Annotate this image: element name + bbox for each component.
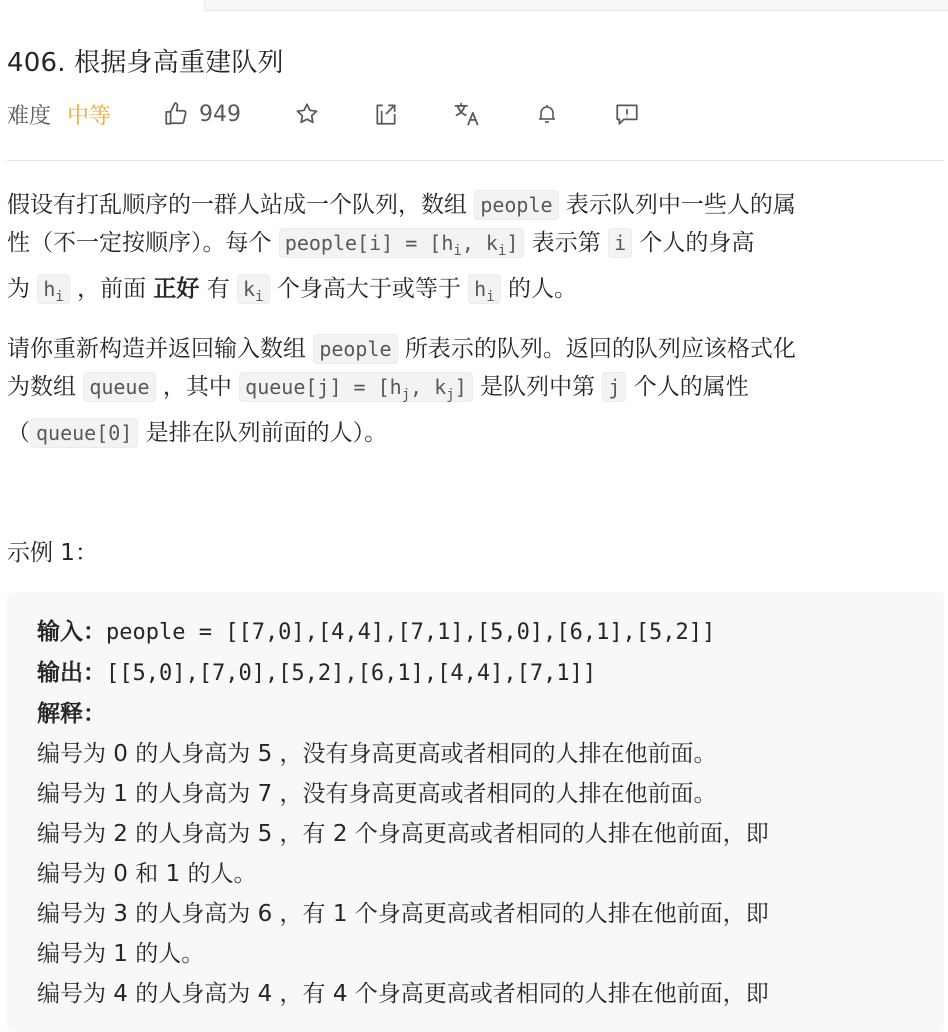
code-part: people[i] = [h [284, 231, 454, 255]
text: 是排在队列前面的人）。 [145, 420, 388, 446]
text: 表示队列中一些人的属 [565, 192, 796, 218]
inline-code: i [608, 228, 632, 258]
text: 个身高大于或等于 [276, 276, 461, 302]
difficulty-badge: 中等 [67, 103, 112, 129]
code-subscript: i [453, 243, 462, 259]
top-panel-edge [204, 0, 948, 11]
inline-code: j [602, 372, 626, 402]
explanation-line: 编号为 1 的人身高为 7 ，没有身高更高或者相同的人排在他前面。 [37, 781, 717, 807]
problem-meta-bar [7, 96, 642, 132]
text: 个人的身高 [639, 230, 755, 256]
text: 性（不一定按顺序）。每个 [7, 230, 272, 256]
like-icon [163, 101, 189, 127]
page-title: 406. 根据身高重建队列 [7, 48, 284, 78]
explanation-line: 编号为 4 的人身高为 4 ，有 4 个身高更高或者相同的人排在他前面，即 [37, 981, 769, 1007]
text: 表示第 [531, 230, 601, 256]
code-part: queue[j] = [h [245, 375, 402, 399]
star-icon [294, 101, 320, 127]
difficulty-label: 难度 [7, 103, 52, 129]
code-subscript: i [55, 289, 64, 305]
code-subscript: i [497, 243, 507, 259]
inline-code [237, 274, 269, 304]
explanation-line: 编号为 0 的人身高为 5 ，没有身高更高或者相同的人排在他前面。 [37, 741, 717, 767]
code-part: , k [410, 375, 447, 399]
problem-description [7, 186, 932, 466]
feedback-button[interactable] [612, 99, 642, 129]
translate-icon [453, 100, 481, 128]
code-part: ] [506, 231, 519, 255]
example-input-line [37, 612, 914, 653]
description-paragraph-1 [7, 186, 932, 316]
inline-code: people [313, 334, 397, 364]
inline-code [239, 372, 473, 402]
text: 的人。 [507, 276, 577, 302]
text: ，其中 [162, 374, 232, 400]
code-subscript: j [446, 387, 455, 403]
code-part: , k [461, 231, 498, 255]
code-subscript: j [401, 387, 411, 403]
code-part: h [43, 277, 56, 301]
text: 为 [7, 276, 30, 302]
text: 请你重新构造并返回输入数组 [7, 336, 306, 362]
example-block [7, 592, 944, 1032]
example-title: 示例 1： [7, 540, 98, 566]
code-part: ] [454, 375, 467, 399]
code-subscript: i [255, 289, 264, 305]
bell-icon [535, 101, 559, 127]
code-subscript: i [486, 289, 495, 305]
explanation-line: 编号为 1 的人。 [37, 941, 205, 967]
input-value: people = [[7,0],[4,4],[7,1],[5,0],[6,1],[5,2]] [106, 620, 716, 645]
text: 所表示的队列。返回的队列应该格式化 [404, 336, 796, 362]
output-label: 输出： [37, 660, 106, 686]
input-label: 输入： [37, 619, 106, 645]
description-paragraph-2 [7, 330, 932, 452]
inline-code [468, 274, 500, 304]
text: ，前面 [77, 276, 147, 302]
text: （ [7, 420, 30, 446]
text: 有 [206, 276, 230, 302]
example-explain-label [37, 694, 914, 734]
inline-code: queue [83, 372, 155, 402]
favorite-button[interactable] [292, 99, 322, 129]
text: 为数组 [7, 374, 76, 400]
text: 假设有打乱顺序的一群人站成一个队列，数组 [7, 192, 467, 218]
inline-code [37, 274, 69, 304]
feedback-icon [614, 101, 640, 127]
code-part: h [474, 277, 487, 301]
translate-button[interactable] [452, 99, 482, 129]
explanation-line: 编号为 3 的人身高为 6 ，有 1 个身高更高或者相同的人排在他前面，即 [37, 901, 769, 927]
notification-button[interactable] [532, 99, 562, 129]
explain-label: 解释： [37, 701, 106, 727]
bold-text: 正好 [153, 276, 200, 302]
inline-code: queue[0] [30, 418, 138, 448]
output-value: [[5,0],[7,0],[5,2],[6,1],[4,4],[7,1]] [106, 661, 597, 686]
like-button[interactable] [163, 101, 241, 127]
text: 个人的属性 [633, 374, 749, 400]
share-button[interactable] [371, 99, 401, 129]
inline-code [279, 228, 525, 258]
code-part: k [243, 277, 256, 301]
text: 是队列中第 [480, 374, 596, 400]
explanation-line: 编号为 2 的人身高为 5 ，有 2 个身高更高或者相同的人排在他前面，即 [37, 821, 769, 847]
header-divider [7, 160, 944, 161]
share-icon [373, 101, 399, 127]
like-count: 949 [199, 101, 242, 127]
inline-code: people [474, 190, 558, 220]
example-output-line [37, 653, 914, 694]
explanation-line: 编号为 0 和 1 的人。 [37, 861, 257, 887]
